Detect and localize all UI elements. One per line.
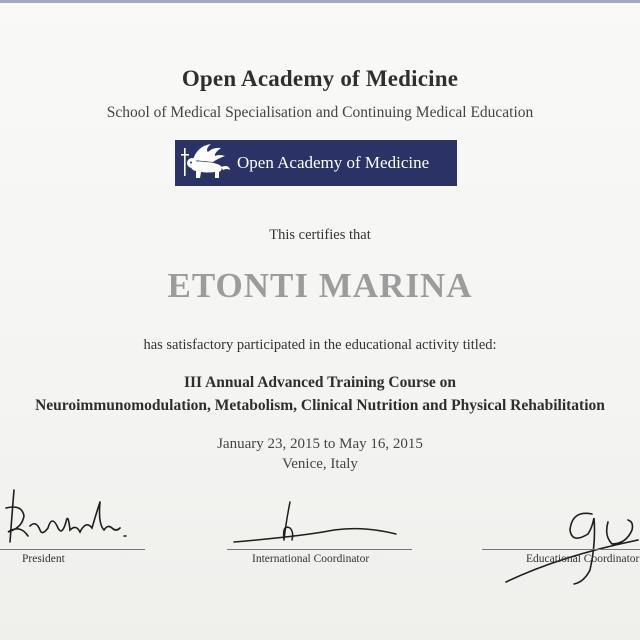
international-coordinator-label: International Coordinator: [252, 553, 370, 565]
recipient-name: ETONTI MARINA: [167, 266, 473, 305]
banner-title: Open Academy of Medicine: [237, 153, 430, 172]
educational-coordinator-label: Educational Coordinator: [526, 553, 640, 565]
international-coordinator-signature-line: [227, 549, 412, 550]
president-label: President: [22, 553, 65, 565]
certifies-text: This certifies that: [269, 227, 371, 243]
course-title-line-2: Neuroimmunomodulation, Metabolism, Clinical Nutrition and Physical Rehabilitation: [35, 397, 605, 414]
president-signature: [0, 484, 135, 554]
school-subtitle: School of Medical Specialisation and Continuing Medical Education: [106, 104, 534, 121]
course-location: Venice, Italy: [282, 456, 358, 472]
president-signature-line: [0, 549, 145, 550]
academy-banner: [175, 140, 457, 186]
course-title-line-1: III Annual Advanced Training Course on: [183, 374, 457, 391]
educational-coordinator-signature: [500, 500, 640, 585]
participation-text: has satisfactory participated in the educational activity titled:: [143, 337, 497, 353]
organization-title: Open Academy of Medicine: [181, 66, 459, 91]
winged-lion-icon: [175, 140, 235, 186]
international-coordinator-signature: [224, 496, 404, 546]
educational-coordinator-signature-line: [482, 549, 640, 550]
course-dates: January 23, 2015 to May 16, 2015: [217, 436, 423, 452]
scan-top-edge: [0, 0, 640, 3]
